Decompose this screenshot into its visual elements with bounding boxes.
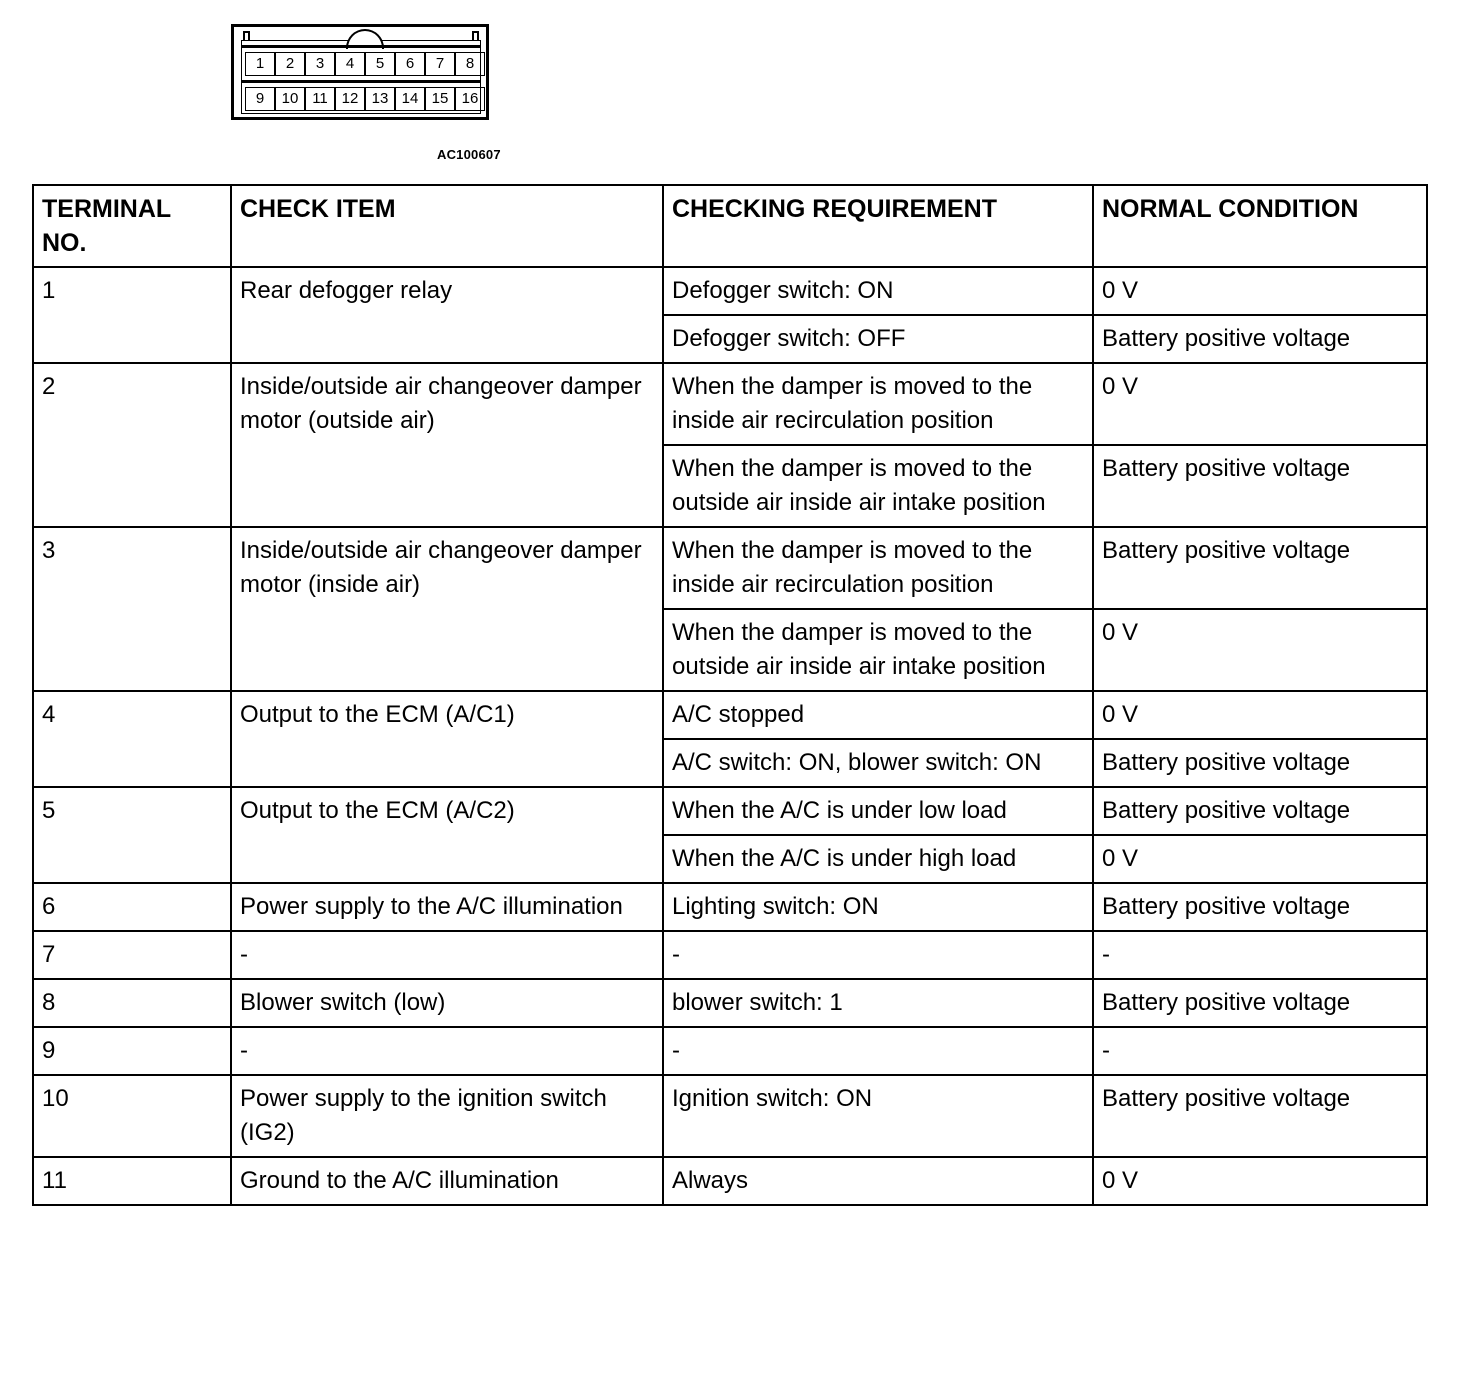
pin: 13: [365, 87, 395, 111]
header-normal-condition: NORMAL CONDITION: [1093, 185, 1427, 267]
pin: 8: [455, 52, 485, 76]
cell-check-item: Output to the ECM (A/C1): [231, 691, 663, 787]
cell-terminal-no: 2: [33, 363, 231, 527]
cell-normal-condition: 0 V: [1093, 1157, 1427, 1205]
cell-normal-condition: -: [1093, 931, 1427, 979]
cell-terminal-no: 8: [33, 979, 231, 1027]
cell-check-item: Power supply to the ignition switch (IG2): [231, 1075, 663, 1157]
pin-row-top: [245, 52, 485, 76]
header-terminal-no: TERMINAL NO.: [33, 185, 231, 267]
cell-checking-requirement: A/C switch: ON, blower switch: ON: [663, 739, 1093, 787]
cell-normal-condition: 0 V: [1093, 363, 1427, 445]
table-row: [33, 883, 1427, 931]
cell-normal-condition: Battery positive voltage: [1093, 445, 1427, 527]
cell-checking-requirement: When the A/C is under low load: [663, 787, 1093, 835]
cell-normal-condition: Battery positive voltage: [1093, 787, 1427, 835]
cell-checking-requirement: -: [663, 931, 1093, 979]
cell-checking-requirement: Always: [663, 1157, 1093, 1205]
table-row: [33, 527, 1427, 609]
header-checking-requirement: CHECKING REQUIREMENT: [663, 185, 1093, 267]
table-row: [33, 1027, 1427, 1075]
cell-terminal-no: 3: [33, 527, 231, 691]
table-row: [33, 1157, 1427, 1205]
cell-normal-condition: Battery positive voltage: [1093, 883, 1427, 931]
pin: 5: [365, 52, 395, 76]
cell-normal-condition: -: [1093, 1027, 1427, 1075]
pin-row-bar: [242, 45, 480, 48]
connector-latch-right: [472, 31, 479, 40]
table-row: [33, 363, 1427, 445]
pin: 4: [335, 52, 365, 76]
cell-checking-requirement: blower switch: 1: [663, 979, 1093, 1027]
cell-checking-requirement: Defogger switch: OFF: [663, 315, 1093, 363]
pin: 2: [275, 52, 305, 76]
cell-normal-condition: 0 V: [1093, 609, 1427, 691]
cell-check-item: -: [231, 1027, 663, 1075]
cell-check-item: Blower switch (low): [231, 979, 663, 1027]
header-check-item: CHECK ITEM: [231, 185, 663, 267]
table-row: [33, 787, 1427, 835]
cell-terminal-no: 7: [33, 931, 231, 979]
pin: 14: [395, 87, 425, 111]
table-body: [33, 267, 1427, 1205]
cell-terminal-no: 6: [33, 883, 231, 931]
table-row: [33, 931, 1427, 979]
cell-checking-requirement: When the damper is moved to the outside air inside air intake position: [663, 609, 1093, 691]
cell-terminal-no: 10: [33, 1075, 231, 1157]
cell-checking-requirement: A/C stopped: [663, 691, 1093, 739]
cell-checking-requirement: When the A/C is under high load: [663, 835, 1093, 883]
figure-code: AC100607: [437, 147, 501, 162]
pin: 1: [245, 52, 275, 76]
connector-diagram: [231, 24, 489, 120]
table-row: [33, 1075, 1427, 1157]
cell-checking-requirement: When the damper is moved to the outside air inside air intake position: [663, 445, 1093, 527]
cell-check-item: Power supply to the A/C illumination: [231, 883, 663, 931]
cell-normal-condition: Battery positive voltage: [1093, 527, 1427, 609]
cell-check-item: Ground to the A/C illumination: [231, 1157, 663, 1205]
cell-normal-condition: Battery positive voltage: [1093, 315, 1427, 363]
cell-checking-requirement: -: [663, 1027, 1093, 1075]
pin: 16: [455, 87, 485, 111]
cell-check-item: Rear defogger relay: [231, 267, 663, 363]
cell-checking-requirement: Lighting switch: ON: [663, 883, 1093, 931]
pin: 3: [305, 52, 335, 76]
cell-terminal-no: 5: [33, 787, 231, 883]
table-row: [33, 691, 1427, 739]
pin: 12: [335, 87, 365, 111]
pin: 10: [275, 87, 305, 111]
pin: 9: [245, 87, 275, 111]
cell-normal-condition: 0 V: [1093, 267, 1427, 315]
cell-check-item: Inside/outside air changeover damper motor (inside air): [231, 527, 663, 691]
cell-normal-condition: Battery positive voltage: [1093, 739, 1427, 787]
cell-terminal-no: 1: [33, 267, 231, 363]
cell-checking-requirement: Defogger switch: ON: [663, 267, 1093, 315]
cell-check-item: Inside/outside air changeover damper motor (outside air): [231, 363, 663, 527]
cell-checking-requirement: When the damper is moved to the inside air recirculation position: [663, 527, 1093, 609]
pin: 15: [425, 87, 455, 111]
cell-check-item: -: [231, 931, 663, 979]
cell-terminal-no: 11: [33, 1157, 231, 1205]
cell-check-item: Output to the ECM (A/C2): [231, 787, 663, 883]
cell-normal-condition: Battery positive voltage: [1093, 979, 1427, 1027]
cell-terminal-no: 4: [33, 691, 231, 787]
table-row: [33, 267, 1427, 315]
pin: 6: [395, 52, 425, 76]
cell-checking-requirement: Ignition switch: ON: [663, 1075, 1093, 1157]
pin: 11: [305, 87, 335, 111]
pin-row-bar: [242, 80, 480, 83]
cell-checking-requirement: When the damper is moved to the inside air recirculation position: [663, 363, 1093, 445]
table-header-row: [33, 185, 1427, 267]
terminal-check-table: [32, 184, 1428, 1206]
connector-latch-left: [243, 31, 250, 40]
cell-normal-condition: Battery positive voltage: [1093, 1075, 1427, 1157]
connector-body: [241, 40, 481, 114]
pin: 7: [425, 52, 455, 76]
pin-row-bottom: [245, 87, 485, 111]
cell-normal-condition: 0 V: [1093, 691, 1427, 739]
cell-normal-condition: 0 V: [1093, 835, 1427, 883]
cell-terminal-no: 9: [33, 1027, 231, 1075]
table-row: [33, 979, 1427, 1027]
